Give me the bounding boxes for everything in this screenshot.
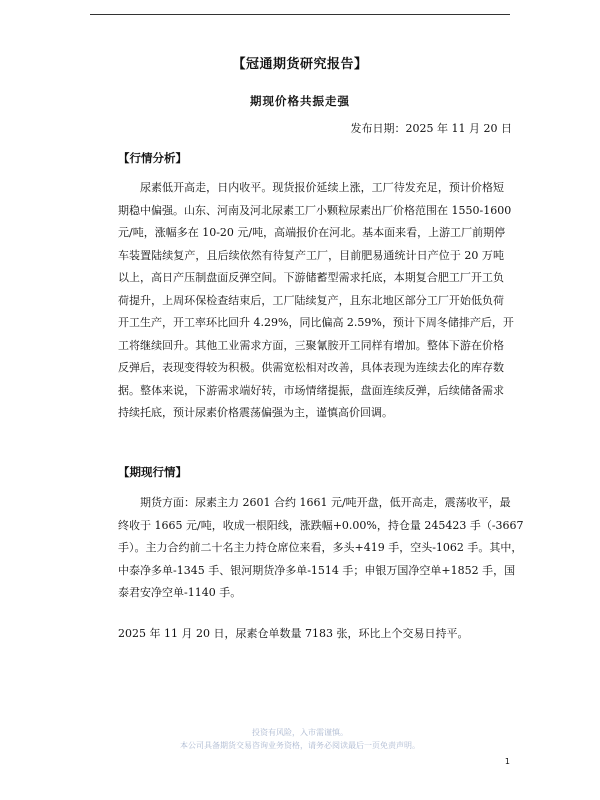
paragraph-line: 以上，高日产压制盘面反弹空间。下游储蓄型需求托底，本期复合肥工厂开工负 <box>118 271 504 284</box>
paragraph-line: 2025 年 11 月 20 日，尿素仓单数量 7183 张，环比上个交易日持平。 <box>118 627 469 640</box>
paragraph-line: 手）。主力合约前二十名主力持仓席位来看，多头+419 手，空头-1062 手。其中， <box>118 541 523 554</box>
paragraph-line: 持续托底，预计尿素价格震荡偏强为主，谨慎高价回调。 <box>118 406 393 419</box>
paragraph-line: 开工生产，开工率环比回升 4.29%，同比偏高 2.59%，预计下周冬储排产后，开 <box>118 316 514 329</box>
warehouse-receipt-paragraph <box>118 623 504 646</box>
publish-date: 发布日期：2025 年 11 月 20 日 <box>350 122 512 135</box>
paragraph-line: 尿素低开高走，日内收平。现货报价延续上涨，工厂待发充足，预计价格短 <box>140 181 504 194</box>
report-title: 【冠通期货研究报告】 <box>232 57 368 72</box>
paragraph-line: 元/吨，涨幅多在 10-20 元/吨，高端报价在河北。基本面来看，上游工厂前期停 <box>118 226 506 239</box>
risk-notice: 投资有风险，入市需谨慎。 <box>252 728 348 737</box>
paragraph-line: 期稳中偏强。山东、河南及河北尿素工厂小颗粒尿素出厂价格范围在 1550-1600 <box>118 203 512 217</box>
page-number: 1 <box>504 757 510 766</box>
paragraph-line: 反弹后，表现变得较为积极。供需宽松相对改善，具体表现为连续去化的库存数 <box>118 361 504 374</box>
paragraph-line: 终收于 1665 元/吨，收成一根阳线，涨跌幅+0.00%，持仓量 245423 手（-3667 <box>118 518 524 532</box>
report-subtitle: 期现价格共振走强 <box>250 94 350 108</box>
section-heading-futures-spot: 【期现行情】 <box>118 465 187 479</box>
paragraph-line: 车装置陆续复产，且后续依然有待复产工厂，目前肥易通统计日产位于 20 万吨 <box>118 248 504 262</box>
paragraph-line: 泰君安净空单-1140 手。 <box>118 586 242 599</box>
disclaimer-notice: 本公司具备期货交易咨询业务资格，请务必阅读最后一页免责声明。 <box>180 741 420 750</box>
paragraph-line: 期货方面：尿素主力 2601 合约 1661 元/吨开盘，低开高走，震荡收平，最 <box>140 496 511 509</box>
section-heading-market-analysis: 【行情分析】 <box>118 151 187 165</box>
paragraph-line: 工将继续回升。其他工业需求方面，三聚氰胺开工同样有增加。整体下游在价格 <box>118 338 504 352</box>
paragraph-line: 荷提升，上周环保检查结束后，工厂陆续复产，且东北地区部分工厂开始低负荷 <box>118 293 504 307</box>
paragraph-line: 中泰净多单-1345 手、银河期货净多单-1514 手；申银万国净空单+1852 手，国 <box>118 563 516 577</box>
header-rule <box>90 14 510 15</box>
paragraph-line: 据。整体来说，下游需求端好转，市场情绪提振，盘面连续反弹，后续储备需求 <box>118 383 504 397</box>
market-analysis-paragraph <box>118 177 514 425</box>
futures-paragraph <box>118 492 524 605</box>
